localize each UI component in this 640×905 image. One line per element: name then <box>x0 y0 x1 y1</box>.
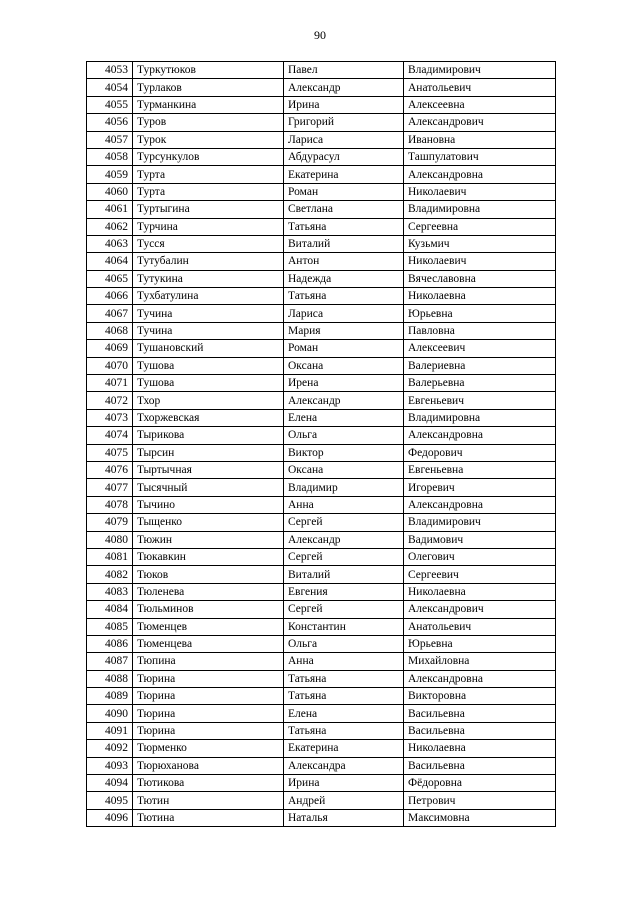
row-number-cell: 4071 <box>87 375 133 392</box>
table-row <box>87 444 556 461</box>
patronymic-cell: Николаевна <box>404 583 556 600</box>
table-row <box>87 218 556 235</box>
first-name-cell: Евгения <box>284 583 404 600</box>
table-row <box>87 531 556 548</box>
surname-cell: Тюменцева <box>133 635 284 652</box>
first-name-cell: Сергей <box>284 601 404 618</box>
surname-cell: Тютикова <box>133 775 284 792</box>
table-row <box>87 201 556 218</box>
table-row <box>87 253 556 270</box>
patronymic-cell: Алексеевна <box>404 96 556 113</box>
table-row <box>87 427 556 444</box>
surname-cell: Турта <box>133 166 284 183</box>
surname-cell: Турсункулов <box>133 148 284 165</box>
first-name-cell: Мария <box>284 322 404 339</box>
surname-cell: Тушановский <box>133 340 284 357</box>
row-number-cell: 4063 <box>87 235 133 252</box>
patronymic-cell: Вадимович <box>404 531 556 548</box>
row-number-cell: 4064 <box>87 253 133 270</box>
row-number-cell: 4070 <box>87 357 133 374</box>
surname-cell: Турок <box>133 131 284 148</box>
first-name-cell: Григорий <box>284 114 404 131</box>
first-name-cell: Ольга <box>284 635 404 652</box>
first-name-cell: Александра <box>284 757 404 774</box>
patronymic-cell: Владимировна <box>404 409 556 426</box>
first-name-cell: Оксана <box>284 357 404 374</box>
first-name-cell: Павел <box>284 62 404 79</box>
surname-cell: Тыртычная <box>133 461 284 478</box>
row-number-cell: 4067 <box>87 305 133 322</box>
first-name-cell: Роман <box>284 340 404 357</box>
patronymic-cell: Кузьмич <box>404 235 556 252</box>
patronymic-cell: Максимовна <box>404 809 556 826</box>
table-row <box>87 653 556 670</box>
table-row <box>87 340 556 357</box>
first-name-cell: Виталий <box>284 235 404 252</box>
patronymic-cell: Евгеньевич <box>404 392 556 409</box>
patronymic-cell: Александровна <box>404 670 556 687</box>
first-name-cell: Анна <box>284 496 404 513</box>
row-number-cell: 4057 <box>87 131 133 148</box>
first-name-cell: Константин <box>284 618 404 635</box>
row-number-cell: 4077 <box>87 479 133 496</box>
first-name-cell: Ирина <box>284 96 404 113</box>
row-number-cell: 4061 <box>87 201 133 218</box>
table-row <box>87 740 556 757</box>
first-name-cell: Татьяна <box>284 722 404 739</box>
surname-cell: Тюленева <box>133 583 284 600</box>
patronymic-cell: Юрьевна <box>404 635 556 652</box>
first-name-cell: Екатерина <box>284 166 404 183</box>
table-row <box>87 775 556 792</box>
surname-cell: Тюпина <box>133 653 284 670</box>
first-name-cell: Ольга <box>284 427 404 444</box>
row-number-cell: 4066 <box>87 288 133 305</box>
surname-cell: Тусся <box>133 235 284 252</box>
row-number-cell: 4055 <box>87 96 133 113</box>
row-number-cell: 4083 <box>87 583 133 600</box>
patronymic-cell: Николаевна <box>404 288 556 305</box>
first-name-cell: Антон <box>284 253 404 270</box>
surname-cell: Тушова <box>133 375 284 392</box>
row-number-cell: 4078 <box>87 496 133 513</box>
table-row <box>87 583 556 600</box>
patronymic-cell: Михайловна <box>404 653 556 670</box>
table-row <box>87 722 556 739</box>
first-name-cell: Татьяна <box>284 670 404 687</box>
table-row <box>87 305 556 322</box>
patronymic-cell: Федорович <box>404 444 556 461</box>
patronymic-cell: Олегович <box>404 548 556 565</box>
surname-cell: Тухбатулина <box>133 288 284 305</box>
surname-cell: Тучина <box>133 305 284 322</box>
table-row <box>87 392 556 409</box>
row-number-cell: 4079 <box>87 514 133 531</box>
table-row <box>87 148 556 165</box>
patronymic-cell: Ивановна <box>404 131 556 148</box>
surname-cell: Тыщенко <box>133 514 284 531</box>
table-row <box>87 183 556 200</box>
row-number-cell: 4073 <box>87 409 133 426</box>
surname-cell: Тюменцев <box>133 618 284 635</box>
table-row <box>87 809 556 826</box>
table-row <box>87 131 556 148</box>
first-name-cell: Лариса <box>284 131 404 148</box>
table-row <box>87 375 556 392</box>
surname-cell: Тюжин <box>133 531 284 548</box>
surname-cell: Тхор <box>133 392 284 409</box>
patronymic-cell: Владимирович <box>404 62 556 79</box>
table-row <box>87 409 556 426</box>
surname-cell: Тутубалин <box>133 253 284 270</box>
surname-cell: Тюрина <box>133 705 284 722</box>
patronymic-cell: Александровна <box>404 166 556 183</box>
patronymic-cell: Павловна <box>404 322 556 339</box>
patronymic-cell: Евгеньевна <box>404 461 556 478</box>
row-number-cell: 4060 <box>87 183 133 200</box>
row-number-cell: 4091 <box>87 722 133 739</box>
first-name-cell: Екатерина <box>284 740 404 757</box>
row-number-cell: 4090 <box>87 705 133 722</box>
surname-cell: Туров <box>133 114 284 131</box>
row-number-cell: 4076 <box>87 461 133 478</box>
first-name-cell: Татьяна <box>284 218 404 235</box>
table-row <box>87 114 556 131</box>
first-name-cell: Лариса <box>284 305 404 322</box>
patronymic-cell: Николаевна <box>404 740 556 757</box>
table-row <box>87 548 556 565</box>
first-name-cell: Виталий <box>284 566 404 583</box>
patronymic-cell: Васильевна <box>404 705 556 722</box>
row-number-cell: 4065 <box>87 270 133 287</box>
row-number-cell: 4062 <box>87 218 133 235</box>
table-row <box>87 62 556 79</box>
table-row <box>87 496 556 513</box>
table-row <box>87 322 556 339</box>
surname-cell: Тырикова <box>133 427 284 444</box>
first-name-cell: Владимир <box>284 479 404 496</box>
surname-cell: Тучина <box>133 322 284 339</box>
table-row <box>87 288 556 305</box>
first-name-cell: Ирина <box>284 775 404 792</box>
patronymic-cell: Вячеславовна <box>404 270 556 287</box>
row-number-cell: 4058 <box>87 148 133 165</box>
patronymic-cell: Александрович <box>404 114 556 131</box>
table-row <box>87 757 556 774</box>
first-name-cell: Андрей <box>284 792 404 809</box>
patronymic-cell: Сергеевна <box>404 218 556 235</box>
row-number-cell: 4084 <box>87 601 133 618</box>
table-row <box>87 357 556 374</box>
patronymic-cell: Васильевна <box>404 722 556 739</box>
surname-cell: Тысячный <box>133 479 284 496</box>
row-number-cell: 4081 <box>87 548 133 565</box>
row-number-cell: 4072 <box>87 392 133 409</box>
surname-cell: Тюрина <box>133 688 284 705</box>
row-number-cell: 4087 <box>87 653 133 670</box>
table-row <box>87 792 556 809</box>
patronymic-cell: Николаевич <box>404 183 556 200</box>
surname-cell: Турта <box>133 183 284 200</box>
table-row <box>87 635 556 652</box>
patronymic-cell: Александровна <box>404 496 556 513</box>
first-name-cell: Ирена <box>284 375 404 392</box>
row-number-cell: 4053 <box>87 62 133 79</box>
table-row <box>87 461 556 478</box>
surname-cell: Тюкавкин <box>133 548 284 565</box>
patronymic-cell: Викторовна <box>404 688 556 705</box>
first-name-cell: Надежда <box>284 270 404 287</box>
row-number-cell: 4096 <box>87 809 133 826</box>
patronymic-cell: Игоревич <box>404 479 556 496</box>
first-name-cell: Роман <box>284 183 404 200</box>
table-row <box>87 96 556 113</box>
patronymic-cell: Владимирович <box>404 514 556 531</box>
surname-cell: Тхоржевская <box>133 409 284 426</box>
table-row <box>87 79 556 96</box>
row-number-cell: 4095 <box>87 792 133 809</box>
patronymic-cell: Валериевна <box>404 357 556 374</box>
surname-cell: Тушова <box>133 357 284 374</box>
names-table <box>86 61 556 827</box>
surname-cell: Турчина <box>133 218 284 235</box>
first-name-cell: Абдурасул <box>284 148 404 165</box>
row-number-cell: 4068 <box>87 322 133 339</box>
patronymic-cell: Валерьевна <box>404 375 556 392</box>
patronymic-cell: Анатольевич <box>404 618 556 635</box>
surname-cell: Турманкина <box>133 96 284 113</box>
patronymic-cell: Александрович <box>404 601 556 618</box>
table-row <box>87 235 556 252</box>
first-name-cell: Сергей <box>284 514 404 531</box>
surname-cell: Тутукина <box>133 270 284 287</box>
surname-cell: Тюков <box>133 566 284 583</box>
surname-cell: Турлаков <box>133 79 284 96</box>
surname-cell: Тюльминов <box>133 601 284 618</box>
table-row <box>87 688 556 705</box>
first-name-cell: Оксана <box>284 461 404 478</box>
surname-cell: Тютин <box>133 792 284 809</box>
row-number-cell: 4054 <box>87 79 133 96</box>
row-number-cell: 4056 <box>87 114 133 131</box>
patronymic-cell: Николаевич <box>404 253 556 270</box>
surname-cell: Тюрина <box>133 722 284 739</box>
patronymic-cell: Александровна <box>404 427 556 444</box>
first-name-cell: Елена <box>284 705 404 722</box>
table-row <box>87 705 556 722</box>
table-row <box>87 166 556 183</box>
patronymic-cell: Сергеевич <box>404 566 556 583</box>
row-number-cell: 4075 <box>87 444 133 461</box>
row-number-cell: 4086 <box>87 635 133 652</box>
table-row <box>87 270 556 287</box>
row-number-cell: 4059 <box>87 166 133 183</box>
patronymic-cell: Васильевна <box>404 757 556 774</box>
surname-cell: Тюрменко <box>133 740 284 757</box>
table-row <box>87 601 556 618</box>
first-name-cell: Сергей <box>284 548 404 565</box>
row-number-cell: 4080 <box>87 531 133 548</box>
first-name-cell: Виктор <box>284 444 404 461</box>
row-number-cell: 4093 <box>87 757 133 774</box>
row-number-cell: 4082 <box>87 566 133 583</box>
table-row <box>87 479 556 496</box>
surname-cell: Тырсин <box>133 444 284 461</box>
first-name-cell: Татьяна <box>284 288 404 305</box>
page-number: 90 <box>314 28 326 42</box>
first-name-cell: Анна <box>284 653 404 670</box>
first-name-cell: Елена <box>284 409 404 426</box>
row-number-cell: 4074 <box>87 427 133 444</box>
row-number-cell: 4069 <box>87 340 133 357</box>
surname-cell: Туртыгина <box>133 201 284 218</box>
patronymic-cell: Юрьевна <box>404 305 556 322</box>
table-row <box>87 566 556 583</box>
row-number-cell: 4085 <box>87 618 133 635</box>
patronymic-cell: Фёдоровна <box>404 775 556 792</box>
row-number-cell: 4094 <box>87 775 133 792</box>
surname-cell: Тычино <box>133 496 284 513</box>
names-table-body <box>87 62 556 827</box>
surname-cell: Тютина <box>133 809 284 826</box>
surname-cell: Туркутюков <box>133 62 284 79</box>
patronymic-cell: Алексеевич <box>404 340 556 357</box>
table-row <box>87 618 556 635</box>
surname-cell: Тюрина <box>133 670 284 687</box>
row-number-cell: 4092 <box>87 740 133 757</box>
first-name-cell: Александр <box>284 392 404 409</box>
table-row <box>87 670 556 687</box>
first-name-cell: Александр <box>284 531 404 548</box>
patronymic-cell: Петрович <box>404 792 556 809</box>
first-name-cell: Наталья <box>284 809 404 826</box>
patronymic-cell: Владимировна <box>404 201 556 218</box>
first-name-cell: Светлана <box>284 201 404 218</box>
patronymic-cell: Ташпулатович <box>404 148 556 165</box>
surname-cell: Тюрюханова <box>133 757 284 774</box>
table-row <box>87 514 556 531</box>
first-name-cell: Александр <box>284 79 404 96</box>
first-name-cell: Татьяна <box>284 688 404 705</box>
patronymic-cell: Анатольевич <box>404 79 556 96</box>
row-number-cell: 4088 <box>87 670 133 687</box>
row-number-cell: 4089 <box>87 688 133 705</box>
